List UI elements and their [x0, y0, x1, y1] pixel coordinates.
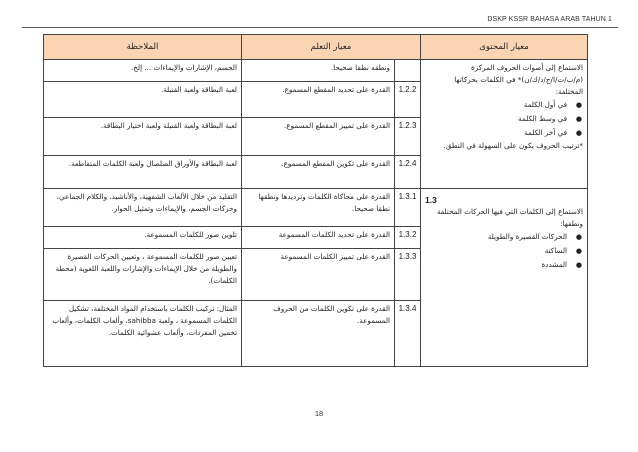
col-header-content-standard: معيار المحتوى — [421, 35, 588, 60]
content-1-3-bullets — [425, 230, 583, 272]
learning-standard-text: القدرة على تحديد المقطع المسموع. — [242, 82, 395, 118]
learning-code: 1.3.3 — [395, 249, 421, 301]
list-item: ● المشددة — [425, 258, 569, 272]
content-standard-1-3 — [421, 189, 588, 367]
page-number: 18 — [314, 409, 324, 418]
header-rule — [22, 27, 618, 28]
learning-standard-text: القدرة على تمييز المقطع المسموع. — [242, 118, 395, 156]
notes-text: تعيين صور للكلمات المسموعة ، وتعيين الحركات القصيرة والطويلة من خلال الإيماءات والإشارات واللعبة اللغوية (محطة الكلمات). — [44, 249, 242, 301]
learning-standard-text: القدرة على تكوين المقطع المسموع. — [242, 156, 395, 189]
notes-text: التقليد من خلال الألعاب الشفهية، والأناشيد، والكلام الجماعي، وحركات الجسم، والإيماءات وتمثيل الحوار. — [44, 189, 242, 227]
list-item: ● في آخر الكلمة — [425, 126, 569, 140]
learning-standard-text: ونطقه نطقا صحيحا. — [242, 60, 395, 82]
content-1-3-intro: الاستماع إلى الكلمات التي فيها الحركات المختلفة ونطقها: — [436, 207, 584, 228]
content-1-2-intro: الاستماع إلى أصوات الحروف المركزة — [471, 63, 584, 72]
list-item: ● في أول الكلمة — [425, 98, 569, 112]
list-item: ● في وسط الكلمة — [425, 112, 569, 126]
learning-standard-text: القدرة على تمييز الكلمات المسموعة — [242, 249, 395, 301]
notes-text: الجسم، الإشارات والإيماءات ... إلخ. — [44, 60, 242, 82]
learning-standard-text: القدرة على تكوين الكلمات من الحروف المسموعة. — [242, 301, 395, 367]
document-header: DSKP KSSR BAHASA ARAB TAHUN 1 — [487, 16, 612, 23]
notes-text: المثال: تركيب الكلمات باستخدام المواد المختلفة، تشكيل الكلمات المسموعة ، ولعبة sahibba، وألعاب الكلمات، وألعاب تخمين المفردات، وألعاب عشوائية الكلمات. — [44, 301, 242, 367]
learning-code: 1.3.4 — [395, 301, 421, 367]
content-1-2-letters: (م/ب/ت/ا/ج/د/ك/ن)* في الكلمات بحركاتها المختلفة: — [454, 75, 584, 96]
content-standard-1-2 — [421, 60, 588, 189]
learning-standard-text: القدرة على تحديد الكلمات المسموعة — [242, 227, 395, 249]
list-item: ● الحركات القصيرة والطويلة — [425, 230, 569, 244]
learning-code: 1.2.3 — [395, 118, 421, 156]
content-1-2-note: *ترتيب الحروف يكون على السهولة في النطق. — [443, 141, 584, 150]
notes-text: لعبة البطاقة والأوراق الصلصال ولعبة الكلمات المتقاطعة. — [44, 156, 242, 189]
col-header-notes: الملاحظة — [44, 35, 242, 60]
content-1-3-code: 1.3 — [425, 195, 437, 205]
notes-text: لعبة البطاقة ولعبة القنبلة. — [44, 82, 242, 118]
standards-table — [43, 34, 588, 367]
list-item: ● الساكنة — [425, 244, 569, 258]
content-1-2-bullets — [425, 98, 583, 140]
col-header-learning-standard: معيار التعلم — [242, 35, 421, 60]
learning-code: 1.3.1 — [395, 189, 421, 227]
learning-code — [395, 60, 421, 82]
notes-text: تلوين صور للكلمات المسموعة. — [44, 227, 242, 249]
learning-code: 1.2.4 — [395, 156, 421, 189]
learning-standard-text: القدرة على محاكاة الكلمات وترديدها ونطقها نطقا صحيحا. — [242, 189, 395, 227]
learning-code: 1.2.2 — [395, 82, 421, 118]
notes-text: لعبة البطاقة ولعبة القنبلة ولعبة اختيار البطاقة. — [44, 118, 242, 156]
learning-code: 1.3.2 — [395, 227, 421, 249]
